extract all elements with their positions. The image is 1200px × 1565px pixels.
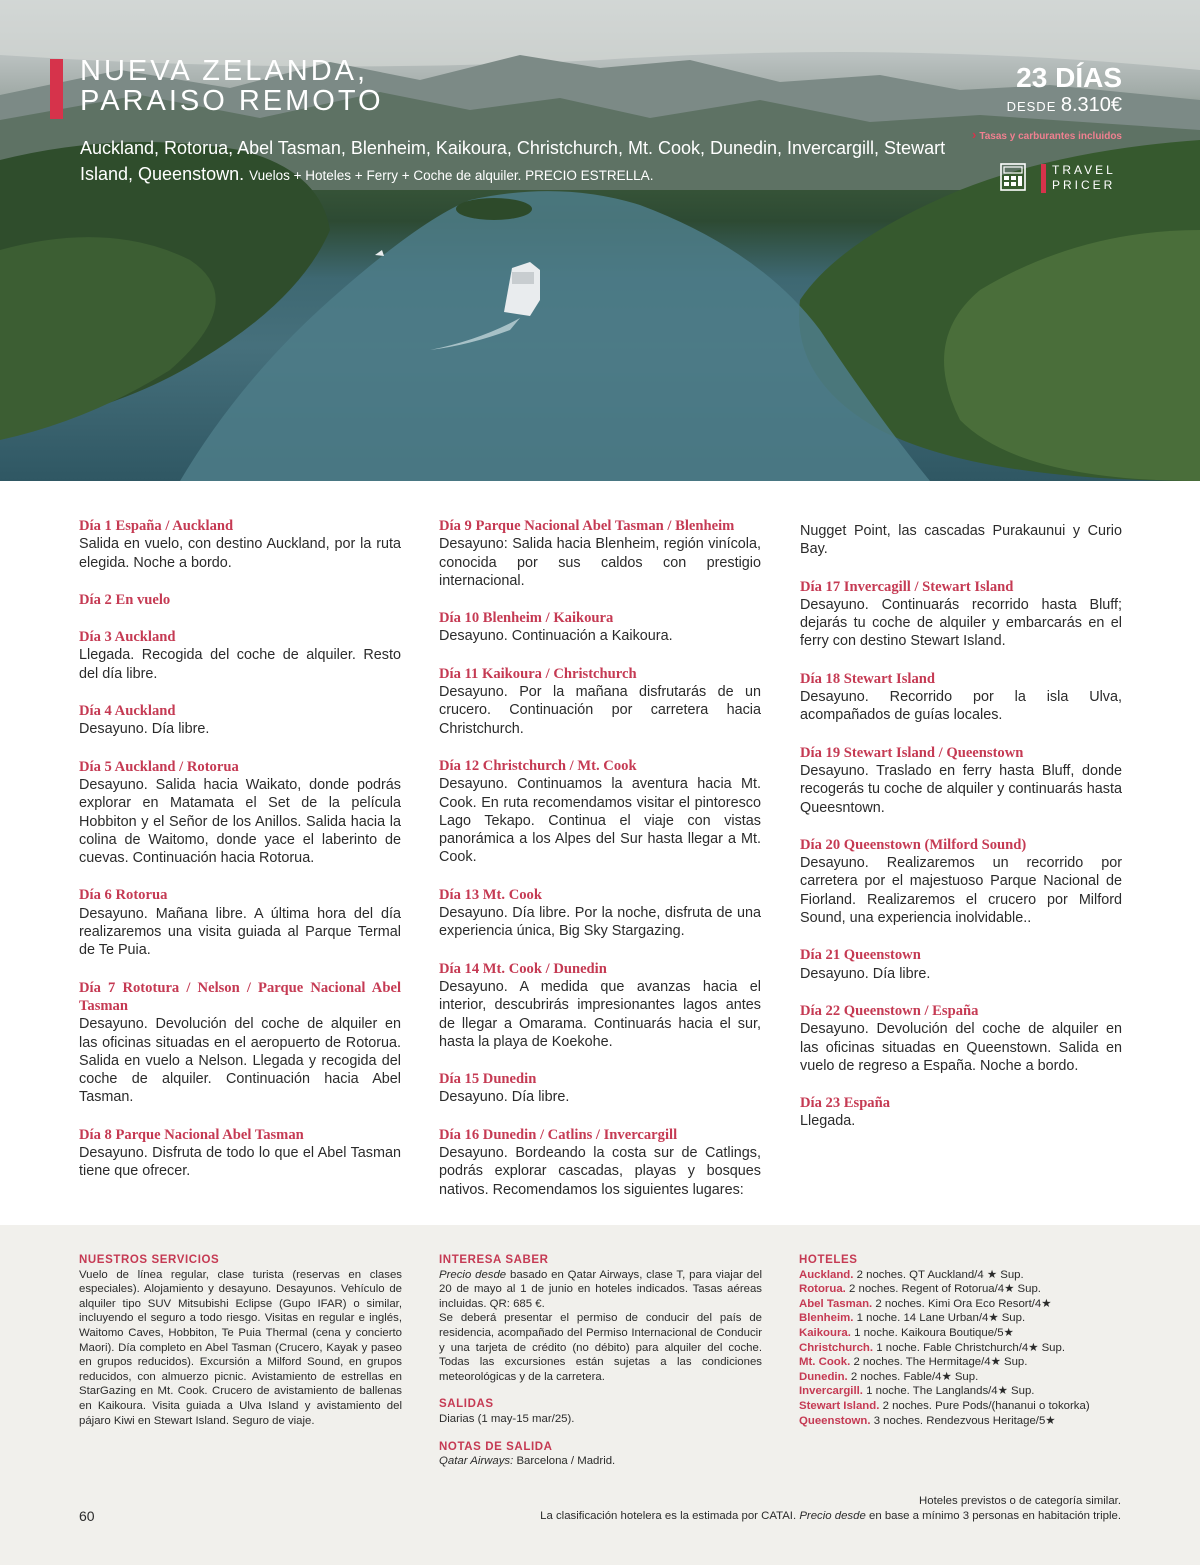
- day-text: Desayuno. Realizaremos un recorrido por carretera por el majestuoso Parque Nacional de Fiorland. Realizaremos el crucero por Milford Sound, una experiencia inolvidable..: [800, 855, 1122, 927]
- page-number: 60: [79, 1508, 95, 1524]
- day-text: Desayuno. Día libre. Por la noche, disfruta de una experiencia única, Big Sky Stargazing.: [439, 905, 761, 940]
- day-title: Día 10 Blenheim / Kaikoura: [439, 610, 614, 627]
- itinerary-day: [79, 702, 401, 739]
- travel-pricer-logo: [1000, 163, 1122, 195]
- itinerary-day: [79, 591, 401, 609]
- departure-cities: Barcelona / Madrid.: [516, 1455, 616, 1468]
- day-title: Día 2 En vuelo: [79, 591, 171, 608]
- day-title: Día 17 Invercagill / Stewart Island: [800, 578, 1014, 595]
- info-text-1-body: basado en Qatar Airways, clase T, para viajar del 20 de mayo al 1 de junio en hoteles indicados. Tasas aéreas incluidas. QR: 685 €.: [439, 1268, 762, 1310]
- hotel-detail: 2 noches. Regent of Rotorua/4★ Sup.: [849, 1283, 1041, 1296]
- hotel-city: Kaikoura.: [799, 1326, 851, 1339]
- itinerary-day: [800, 670, 1122, 725]
- logo-line-2: PRICER: [1052, 178, 1116, 192]
- itinerary-column-1: [79, 517, 401, 1200]
- itinerary-day: [800, 836, 1122, 927]
- itinerary-day-continued: [800, 522, 1122, 559]
- info-text-1: [439, 1268, 762, 1312]
- day-text: Desayuno. Devolución del coche de alquiler en las oficinas situadas en Queenstown. Salida en vuelo de regreso a España. Noche a bordo.: [800, 1021, 1122, 1074]
- hotel-city: Dunedin.: [799, 1370, 848, 1383]
- day-text: Desayuno. Mañana libre. A última hora del día realizaremos una visita guiada al Parque Termal de Te Puia.: [79, 905, 401, 959]
- day-text: Desayuno. Devolución del coche de alquiler en las oficinas situadas en el aeropuerto de Rotorua. Salida en vuelo a Nelson. Llegada y recogida del coche de alquiler. Continuación hacia Abel Tasman.: [79, 1016, 401, 1106]
- footnote-line-2a: La clasificación hotelera es la estimada por CATAI.: [540, 1510, 797, 1522]
- day-text: Desayuno. Recorrido por la isla Ulva, acompañados de guías locales.: [800, 689, 1122, 724]
- price-from-label: DESDE: [1006, 99, 1057, 114]
- day-title: Día 20 Queenstown (Milford Sound): [800, 836, 1027, 853]
- departure-notes-heading: NOTAS DE SALIDA: [439, 1440, 553, 1453]
- itinerary-day: [79, 758, 401, 868]
- itinerary-day: [439, 1126, 761, 1199]
- logo-accent-bar: [1041, 164, 1046, 193]
- airline-name: Qatar Airways:: [439, 1455, 514, 1468]
- day-title: Día 11 Kaikoura / Christchurch: [439, 665, 637, 682]
- day-title: Día 9 Parque Nacional Abel Tasman / Blenheim: [439, 518, 735, 534]
- itinerary-day: [79, 517, 401, 572]
- day-title: Día 3 Auckland: [79, 629, 176, 646]
- day-text: Desayuno. Traslado en ferry hasta Bluff, donde recogerás tu coche de alquiler y continuarás hasta Queesntown.: [800, 762, 1122, 816]
- day-text: Desayuno: Salida hacia Blenheim, región vinícola, conocida por sus caldos con prestigio internacional.: [439, 536, 761, 589]
- itinerary-day: [439, 609, 761, 646]
- hotel-detail: 1 noche. The Langlands/4★ Sup.: [866, 1385, 1035, 1398]
- hotel-item: [799, 1414, 1122, 1429]
- itinerary-day: [439, 960, 761, 1051]
- logo-text: [1052, 163, 1116, 193]
- day-title: Día 7 Rototura / Nelson / Parque Nacional Abel Tasman: [79, 979, 401, 1014]
- hotel-detail: 1 noche. 14 Lane Urban/4★ Sup.: [856, 1312, 1026, 1325]
- hotel-city: Blenheim.: [799, 1312, 854, 1325]
- hotel-item: [799, 1341, 1122, 1356]
- info-heading: INTERESA SABER: [439, 1254, 549, 1266]
- price-value: 8.310€: [1060, 94, 1122, 116]
- hotel-item: [799, 1326, 1122, 1341]
- day-title: Día 15 Dunedin: [439, 1071, 537, 1088]
- day-text: Llegada.: [800, 1113, 856, 1130]
- hotel-city: Auckland.: [799, 1268, 854, 1281]
- day-title: Día 18 Stewart Island: [800, 670, 935, 687]
- day-title: Día 13 Mt. Cook: [439, 886, 542, 903]
- day-text: Salida en vuelo, con destino Auckland, por la ruta elegida. Noche a bordo.: [79, 536, 401, 571]
- hotel-detail: 2 noches. Pure Pods/(hananui o tokorka): [882, 1399, 1090, 1412]
- hotel-detail: 3 noches. Rendezvous Heritage/5★: [873, 1414, 1056, 1427]
- hotel-item: [799, 1311, 1122, 1326]
- hotel-detail: 2 noches. Fable/4★ Sup.: [850, 1370, 979, 1383]
- hotel-city: Abel Tasman.: [799, 1297, 873, 1310]
- hotel-detail: 2 noches. QT Auckland/4 ★ Sup.: [856, 1268, 1024, 1281]
- departures-heading: SALIDAS: [439, 1398, 494, 1411]
- day-text: Desayuno. Salida hacia Waikato, donde podrás explorar en Matamata el Set de la película Hobbiton y el Señor de los Anillos. Salida hacia la colina de Waitomo, donde yace el laberinto de cuevas. Continuación hacia Rotorua.: [79, 776, 401, 867]
- taxes-note: [972, 127, 1122, 142]
- info-footer: [0, 1225, 1200, 1565]
- info-section: [439, 1253, 762, 1482]
- hotel-item: [799, 1297, 1122, 1312]
- itinerary-day: [79, 886, 401, 959]
- info-text-2: Se deberá presentar el permiso de conducir del país de residencia, acompañado del Permiso Internacional de Conducir y una tarjeta de crédito (no débito) para alquiler del coche. Todas las excursiones están sujetas a las condiciones meteorológicas y de la carretera.: [439, 1312, 762, 1383]
- day-title: Día 12 Christchurch / Mt. Cook: [439, 757, 637, 774]
- day-title: Día 14 Mt. Cook / Dunedin: [439, 960, 607, 977]
- day-title: Día 22 Queenstown / España: [800, 1002, 979, 1019]
- services-section: [79, 1253, 402, 1441]
- itinerary-day: [439, 886, 761, 941]
- footnote: [540, 1494, 1121, 1524]
- itinerary-column-3: [800, 522, 1122, 1150]
- day-text: Desayuno. Continuación a Kaikoura.: [439, 628, 673, 645]
- day-title: Día 5 Auckland / Rotorua: [79, 758, 239, 775]
- itinerary-day: [439, 757, 761, 867]
- taxes-note-text: Tasas y carburantes incluidos: [979, 131, 1122, 142]
- hotel-item: [799, 1384, 1122, 1399]
- footnote-line-1: Hoteles previstos o de categoría similar.: [919, 1495, 1121, 1507]
- footnote-line-2b: en base a mínimo 3 personas en habitación triple.: [868, 1510, 1121, 1522]
- day-text: Desayuno. Disfruta de todo lo que el Abel Tasman tiene que ofrecer.: [79, 1145, 401, 1180]
- hotel-item: [799, 1268, 1122, 1283]
- itinerary-day: [800, 744, 1122, 817]
- itinerary-day: [800, 1094, 1122, 1131]
- day-title: Día 1 España / Auckland: [79, 518, 234, 534]
- day-text: Nugget Point, las cascadas Purakaunui y Curio Bay.: [800, 523, 1122, 558]
- route-cities: Auckland, Rotorua, Abel Tasman, Blenheim, Kaikoura, Christchurch, Mt. Cook, Dunedin, Invercargill, Stewart Island, Queenstown.: [80, 138, 946, 184]
- itinerary-day: [79, 1126, 401, 1181]
- departure-notes-text: [439, 1454, 762, 1469]
- day-text: Desayuno. Día libre.: [439, 1089, 570, 1106]
- route-summary: [80, 135, 960, 189]
- hotel-city: Invercargill.: [799, 1385, 863, 1398]
- title-accent-bar: [50, 59, 63, 119]
- day-title: Día 23 España: [800, 1095, 891, 1112]
- logo-line-1: TRAVEL: [1052, 163, 1116, 177]
- itinerary-day: [439, 517, 761, 590]
- day-title: Día 21 Queenstown: [800, 947, 921, 964]
- services-heading: NUESTROS SERVICIOS: [79, 1254, 220, 1266]
- hotel-detail: 2 noches. The Hermitage/4★ Sup.: [853, 1356, 1028, 1369]
- hotel-item: [799, 1399, 1122, 1414]
- route-extras: Vuelos + Hoteles + Ferry + Coche de alquiler. PRECIO ESTRELLA.: [249, 168, 654, 183]
- price-from: [1007, 94, 1122, 117]
- day-title: Día 6 Rotorua: [79, 887, 168, 904]
- chevron-right-icon: ›: [972, 127, 977, 142]
- hotel-detail: 2 noches. Kimi Ora Eco Resort/4★: [875, 1297, 1052, 1310]
- hotels-heading: HOTELES: [799, 1254, 858, 1266]
- title-line-1: NUEVA ZELANDA,: [80, 55, 369, 87]
- hotels-section: [799, 1253, 1122, 1428]
- hotel-city: Queenstown.: [799, 1414, 871, 1427]
- page-title: [80, 56, 384, 116]
- day-text: Llegada. Recogida del coche de alquiler. Resto del día libre.: [79, 647, 401, 682]
- itinerary-day: [800, 1002, 1122, 1075]
- day-title: Día 16 Dunedin / Catlins / Invercargill: [439, 1126, 678, 1143]
- day-text: Desayuno. Bordeando la costa sur de Catlings, podrás explorar cascadas, playas y bosques nativos. Recomendamos los siguientes lugares:: [439, 1145, 761, 1198]
- hotel-detail: 1 noche. Fable Christchurch/4★ Sup.: [876, 1341, 1065, 1354]
- itinerary-day: [800, 946, 1122, 983]
- hotel-city: Christchurch.: [799, 1341, 874, 1354]
- day-title: Día 4 Auckland: [79, 703, 176, 720]
- day-text: Desayuno. Día libre.: [800, 965, 931, 982]
- hotel-item: [799, 1370, 1122, 1385]
- departures-text: Diarias (1 may-15 mar/25).: [439, 1412, 575, 1425]
- day-title: Día 8 Parque Nacional Abel Tasman: [79, 1126, 304, 1143]
- day-text: Desayuno. Continuarás recorrido hasta Bluff; dejarás tu coche de alquiler y embarcarás en el ferry con destino Stewart Island.: [800, 596, 1122, 650]
- hotel-city: Rotorua.: [799, 1283, 846, 1296]
- itinerary-day: [439, 665, 761, 738]
- info-italic: Precio desde: [439, 1268, 507, 1281]
- price-tag-icon: [1000, 163, 1026, 191]
- itinerary-day: [800, 578, 1122, 651]
- day-title: Día 19 Stewart Island / Queenstown: [800, 744, 1024, 761]
- day-text: Desayuno. Continuamos la aventura hacia Mt. Cook. En ruta recomendamos visitar el pintoresco Lago Tekapo. Continua el viaje con vistas panorámica a los Alpes del Sur hasta llegar a Mt. Cook.: [439, 776, 761, 866]
- itinerary-day: [79, 979, 401, 1107]
- title-line-2: PARAISO REMOTO: [80, 85, 384, 117]
- itinerary-day: [439, 1070, 761, 1107]
- day-text: Desayuno. Por la mañana disfrutarás de un crucero. Continuación por carretera hacia Christchurch.: [439, 684, 761, 737]
- footnote-italic: Precio desde: [799, 1510, 866, 1522]
- itinerary-day: [79, 628, 401, 683]
- day-text: Desayuno. A medida que avanzas hacia el interior, descubrirás impresionantes lagos antes de llegar a Omarama. Continuarás hacia el sur, hasta la playa de Koekohe.: [439, 978, 761, 1050]
- itinerary-column-2: [439, 517, 761, 1218]
- services-text: Vuelo de línea regular, clase turista (reservas en clases especiales). Alojamiento y desayuno. Desayunos. Vehículo de alquiler tipo SUV Mitsubishi Eclipse (Gupo IFAR) o similar, incluyendo el seguro a todo riesgo. Visitas en regular e inglés, Waitomo Caves, Hobbiton, Te Puia Thermal (cena y concierto Maori). Día completo en Abel Tasman (Crucero, Kayak y paseo en grupos reducidos). Excursión a Milford Sound, en grupos reducidos, con almuerzo picnic. Avistamiento de estrellas en StarGazing en Mt. Cook. Crucero de avistamiento de ballenas en Kaikoura. Visita guiada a Ulva Island y avistamiento del pájaro Kiwi en Stewart Island. Seguro de viaje.: [79, 1268, 402, 1427]
- hotel-city: Mt. Cook.: [799, 1356, 851, 1369]
- hotel-detail: 1 noche. Kaikoura Boutique/5★: [854, 1326, 1014, 1339]
- hotel-item: [799, 1282, 1122, 1297]
- hotel-city: Stewart Island.: [799, 1399, 880, 1412]
- hotel-item: [799, 1355, 1122, 1370]
- trip-duration: 23 DÍAS: [1016, 62, 1122, 93]
- hero-photo: [0, 0, 1200, 481]
- day-text: Desayuno. Día libre.: [79, 721, 210, 738]
